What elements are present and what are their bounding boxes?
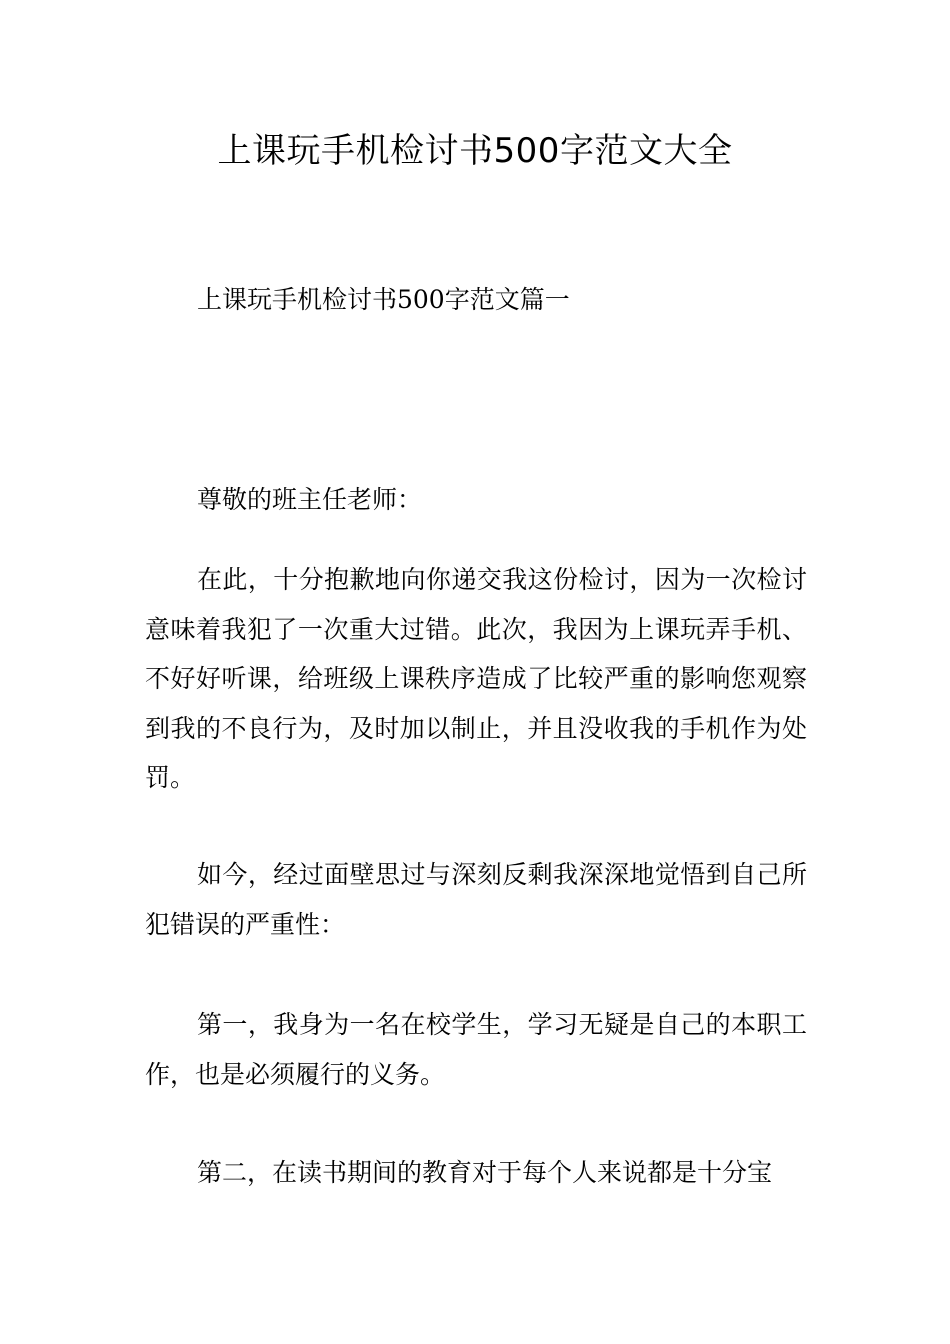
paragraph-reflection: 如今，经过面壁思过与深刻反剩我深深地觉悟到自己所犯错误的严重性：	[145, 860, 807, 939]
document-title: 上课玩手机检讨书500字范文大全	[217, 131, 733, 171]
paragraph-point-two: 第二，在读书期间的教育对于每个人来说都是十分宝	[197, 1158, 773, 1187]
salutation: 尊敬的班主任老师：	[197, 485, 423, 514]
paragraph-apology: 在此，十分抱歉地向你递交我这份检讨，因为一次检讨意味着我犯了一次重大过错。此次，我因为上课玩弄手机、不好好听课，给班级上课秩序造成了比较严重的影响您观察到我的不良行为，及时加以制止，并且没收我的手机作为处罚。	[145, 565, 807, 792]
paragraph-point-one: 第一，我身为一名在校学生，学习无疑是自己的本职工作，也是必须履行的义务。	[145, 1010, 807, 1089]
section-heading: 上课玩手机检讨书500字范文篇一	[197, 285, 570, 314]
